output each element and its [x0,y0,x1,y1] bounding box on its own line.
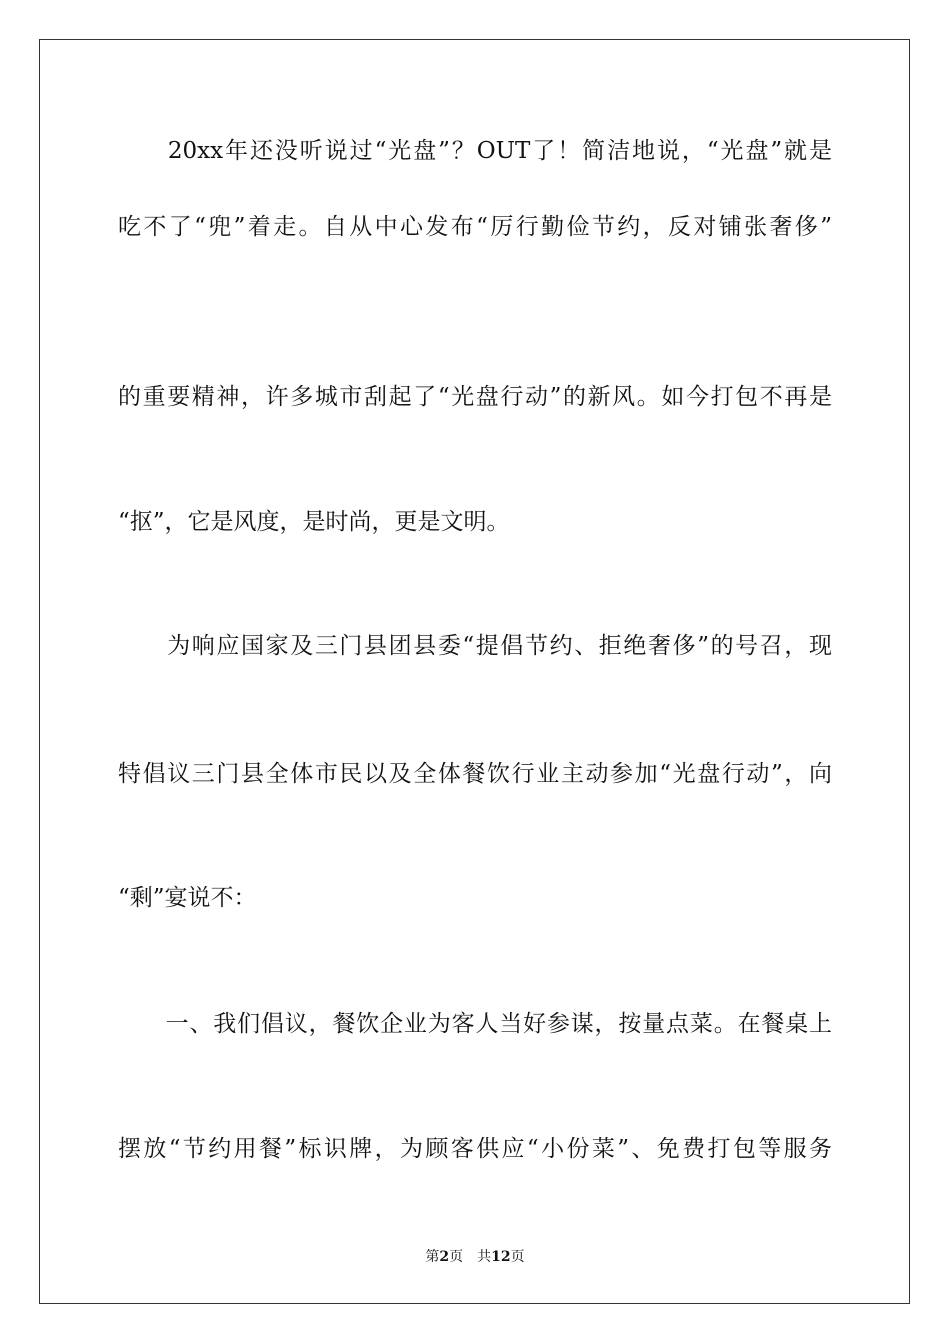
current-page-number: 2 [439,1249,450,1265]
body-line: 的重要精神，许多城市刮起了“光盘行动”的新风。如今打包不再是 [118,384,832,410]
body-line: 一、我们倡议，餐饮企业为客人当好参谋，按量点菜。在餐桌上 [118,1011,832,1037]
body-line: 摆放“节约用餐”标识牌，为顾客供应“小份菜”、免费打包等服务 [118,1136,832,1162]
body-line: “抠”，它是风度，是时尚，更是文明。 [118,509,510,535]
total-pages-number: 12 [491,1249,511,1265]
footer-suffix: 页 [510,1249,525,1265]
body-line: 特倡议三门县全体市民以及全体餐饮行业主动参加“光盘行动”，向 [118,761,832,787]
body-line: 20xx年还没听说过“光盘”？OUT了！简洁地说，“光盘”就是 [118,138,832,164]
footer-prefix: 第 [425,1249,440,1265]
page-footer [0,1246,950,1266]
body-line: “剩”宴说不： [118,885,257,911]
footer-middle: 页 共 [449,1249,492,1265]
body-line: 吃不了“兜”着走。自从中心发布“厉行勤俭节约，反对铺张奢侈” [118,214,832,240]
body-line: 为响应国家及三门县团县委“提倡节约、拒绝奢侈”的号召，现 [118,633,832,659]
